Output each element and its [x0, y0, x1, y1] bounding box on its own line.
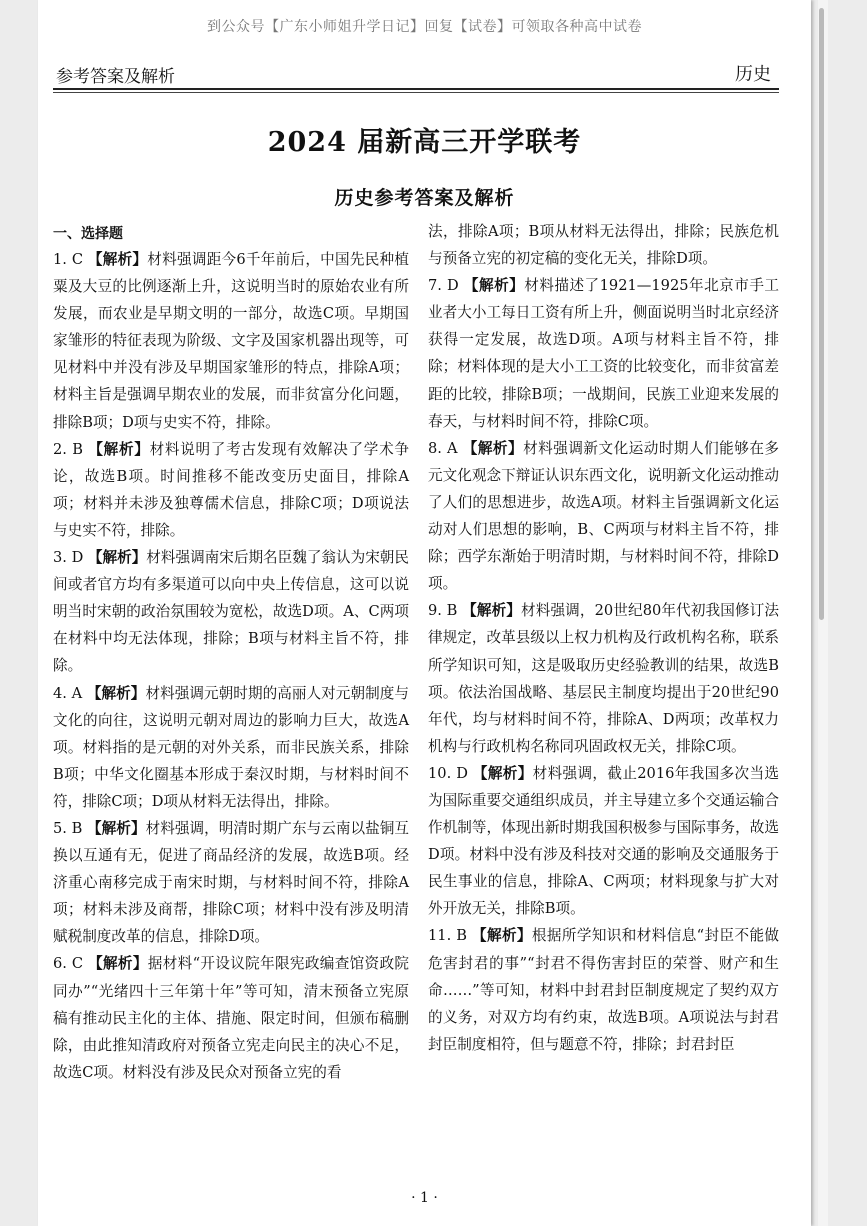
answer-number: 2. B	[53, 440, 83, 458]
header-rule	[53, 88, 779, 90]
header-left-label: 参考答案及解析	[56, 67, 175, 87]
answer-text: 材料强调距今6千年前后，中国先民种植粟及大豆的比例逐渐上升，这说明当时的原始农业有所发展，而农业是早期文明的一部分，故选C项。早期国家雏形的特征表现为阶级、文字及国家机器出现等，可见材料中并没有涉及早期国家雏形的特点，排除A项；材料主旨是强调早期农业的发展，而非贫富分化问题，排除B项；D项与史实不符，排除。	[53, 251, 409, 431]
analysis-tag: 【解析】	[472, 764, 533, 782]
page-title: 2024 届新高三开学联考	[267, 127, 582, 158]
answer-text: 材料强调南宋后期名臣魏了翁认为宋朝民间或者官方均有多渠道可以向中央上传信息，这可以说明当时宋朝的政治氛围较为宽松，故选D项。A、C两项在材料中均无法体现，排除；B项与材料主旨不符，排除。	[53, 549, 409, 675]
answer-text: 据材料“开设议院年限宪政编查馆资政院同办”“光绪四十三年第十年”等可知，清末预备立宪原稿有推动民主化的主体、措施、限定时间，但颁布稿删除，由此推知清政府对预备立宪走向民主的决心不足，故选C项。材料没有涉及民众对预备立宪的看	[53, 955, 410, 1081]
answer-item	[428, 435, 779, 598]
answer-number: 9. B	[428, 602, 458, 620]
answer-item	[53, 950, 409, 1085]
analysis-tag: 【解析】	[87, 819, 146, 837]
answer-number: 8. A	[428, 439, 458, 457]
analysis-tag: 【解析】	[87, 251, 148, 268]
section-heading: 一、选择题	[53, 226, 123, 242]
analysis-tag: 【解析】	[86, 684, 146, 702]
analysis-tag: 【解析】	[472, 927, 532, 945]
answer-number: 1. C	[53, 251, 83, 268]
answer-text: 根据所学知识和材料信息“封臣不能做危害封君的事”“封君不得伤害封臣的荣誉、财产和生命……”等可知，材料中封君封臣制度规定了契约双方的义务，对双方均有约束，故选B项。A项说法与封君封臣制度相符，但与题意不符，排除；封君封臣	[428, 927, 780, 1053]
answer-text: 材料强调新文化运动时期人们能够在多元文化观念下辩证认识东西文化，说明新文化运动推动了人们的思想进步，故选A项。材料主旨强调新文化运动对人们思想的影响，B、C两项与材料主旨不符，排除；西学东渐始于明清时期，与材料时间不符，排除D项。	[428, 439, 779, 593]
answer-text: 法，排除A项；B项从材料无法得出，排除；民族危机与预备立宪的初定稿的变化无关，排除D项。	[428, 223, 779, 268]
answer-text: 材料强调，截止2016年我国多次当选为国际重要交通组织成员，并主导建立多个交通运输合作机制等，体现出新时期我国积极参与国际事务，故选D项。材料中没有涉及科技对交通的影响及交通服务于民生事业的信息，排除A、C两项；材料现象与扩大对外开放无关，排除B项。	[428, 764, 779, 918]
answer-text: 材料强调，明清时期广东与云南以盐铜互换以互通有无，促进了商品经济的发展，故选B项。经济重心南移完成于南宋时期，与材料时间不符，排除A项；材料未涉及商帮，排除C项；材料中没有涉及明清赋税制度改革的信息，排除D项。	[53, 819, 409, 946]
answer-number: 3. D	[53, 549, 84, 567]
analysis-tag: 【解析】	[462, 602, 522, 620]
answer-text: 材料强调元朝时期的高丽人对元朝制度与文化的向往，这说明元朝对周边的影响力巨大，故选A项。材料指的是元朝的对外关系，而非民族关系，排除B项；中华文化圈基本形成于秦汉时期，与材料时间不符，排除C项；D项从材料无法得出，排除。	[53, 684, 409, 810]
analysis-tag: 【解析】	[88, 955, 148, 973]
answer-number: 7. D	[428, 277, 459, 295]
header-subject-label: 历史	[735, 64, 771, 85]
answer-item	[428, 597, 779, 760]
page-subtitle: 历史参考答案及解析	[334, 187, 515, 209]
answer-number: 4. A	[53, 684, 83, 702]
answer-number: 10. D	[428, 764, 468, 782]
right-column	[428, 218, 779, 1058]
answer-text: 材料强调，20世纪80年代初我国修订法律规定，改革县级以上权力机构及行政机构名称，联系所学知识可知，这是吸取历史经验教训的结果，故选B项。依法治国战略、基层民主制度均提出于20世纪90年代，均与材料时间不符，排除A、D两项；改革权力机构与行政机构名称同巩固政权无关，排除C项。	[428, 602, 779, 755]
answer-item	[428, 272, 779, 435]
answer-number: 6. C	[53, 955, 84, 973]
analysis-tag: 【解析】	[463, 277, 525, 295]
header-rule-thin	[53, 92, 779, 93]
analysis-tag: 【解析】	[88, 440, 150, 458]
answer-item	[53, 815, 409, 950]
answer-item-continued	[428, 218, 779, 272]
answer-text: 材料描述了1921—1925年北京市手工业者大小工每日工资有所上升，侧面说明当时北京经济获得一定发展，故选D项。A项与材料主旨不符，排除；材料体现的是大小工工资的比较变化，而非贫富差距的比较，排除B项；一战期间，民族工业迎来发展的春天，与材料时间不符，排除C项。	[428, 277, 780, 430]
answer-item	[53, 246, 409, 436]
answer-item	[428, 922, 779, 1057]
page-number: · 1 ·	[411, 1190, 438, 1206]
left-column	[53, 246, 409, 1086]
answer-number: 5. B	[53, 819, 83, 837]
answer-item	[53, 436, 409, 544]
answer-number: 11. B	[428, 927, 467, 945]
answer-text: 材料说明了考古发现有效解决了学术争论，故选B项。时间推移不能改变历史面目，排除A项；材料并未涉及独尊儒术信息，排除C项；D项说法与史实不符，排除。	[53, 440, 409, 539]
analysis-tag: 【解析】	[462, 439, 524, 457]
answer-item	[53, 680, 409, 815]
analysis-tag: 【解析】	[87, 549, 147, 567]
scrollbar-thumb[interactable]	[819, 8, 824, 620]
answer-item	[428, 760, 779, 923]
watermark-text: 到公众号【广东小师姐升学日记】回复【试卷】可领取各种高中试卷	[207, 19, 642, 35]
answer-item	[53, 544, 409, 679]
